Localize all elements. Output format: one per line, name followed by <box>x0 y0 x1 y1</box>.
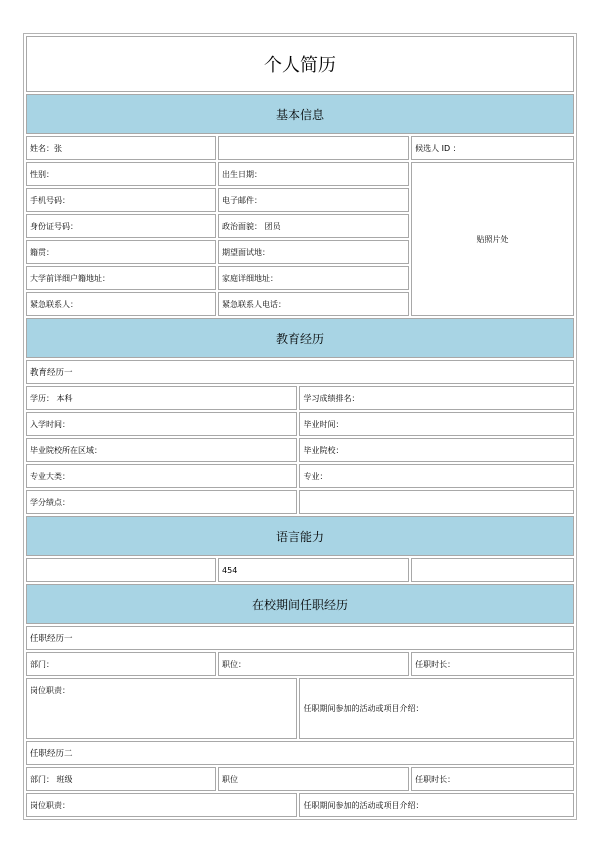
section-education-header: 教育经历 <box>26 318 574 358</box>
major-field[interactable]: 专业： <box>299 464 574 488</box>
home-address-field[interactable]: 家庭详细地址： <box>218 266 409 290</box>
graduate-date-field[interactable]: 毕业时间： <box>299 412 574 436</box>
position-one-duration-field[interactable]: 任职时长： <box>411 652 574 676</box>
language-field-1[interactable] <box>26 558 216 582</box>
gpa-extra-field[interactable] <box>299 490 574 514</box>
section-positions-header: 在校期间任职经历 <box>26 584 574 624</box>
candidate-id-field[interactable]: 候选人 ID ： <box>411 136 574 160</box>
position-two-dept-field[interactable]: 部门： 班级 <box>26 767 216 791</box>
section-basic-header: 基本信息 <box>26 94 574 134</box>
gender-field[interactable]: 性别： <box>26 162 216 186</box>
resume-sheet <box>23 33 577 820</box>
email-field[interactable]: 电子邮件： <box>218 188 409 212</box>
school-region-field[interactable]: 毕业院校所在区域： <box>26 438 297 462</box>
section-language-header: 语言能力 <box>26 516 574 556</box>
position-two-activities-field[interactable]: 任职期间参加的活动或项目介绍： <box>299 793 574 817</box>
position-one-role-field[interactable]: 职位： <box>218 652 409 676</box>
resume-table <box>23 33 577 820</box>
school-field[interactable]: 毕业院校： <box>299 438 574 462</box>
major-category-field[interactable]: 专业大类： <box>26 464 297 488</box>
emergency-phone-field[interactable]: 紧急联系人电话： <box>218 292 409 316</box>
photo-placeholder[interactable]: 贴照片处 <box>411 162 574 316</box>
gpa-field[interactable]: 学分绩点： <box>26 490 297 514</box>
origin-field[interactable]: 籍贯： <box>26 240 216 264</box>
language-field-3[interactable] <box>411 558 574 582</box>
emergency-contact-field[interactable]: 紧急联系人： <box>26 292 216 316</box>
position-one-dept-field[interactable]: 部门： <box>26 652 216 676</box>
name-field[interactable]: 姓名：张 <box>26 136 216 160</box>
id-number-field[interactable]: 身份证号码： <box>26 214 216 238</box>
name-value-field[interactable] <box>218 136 409 160</box>
rank-field[interactable]: 学习成绩排名： <box>299 386 574 410</box>
position-two-role-field[interactable]: 职位 <box>218 767 409 791</box>
page-title: 个人简历 <box>26 36 574 92</box>
position-one-duty-field[interactable]: 岗位职责： <box>26 678 297 739</box>
politics-field[interactable]: 政治面貌： 团员 <box>218 214 409 238</box>
language-score-field[interactable]: 454 <box>218 558 409 582</box>
position-two-duty-field[interactable]: 岗位职责： <box>26 793 297 817</box>
education-sub-header: 教育经历一 <box>26 360 574 384</box>
birth-date-field[interactable]: 出生日期： <box>218 162 409 186</box>
interview-place-field[interactable]: 期望面试地： <box>218 240 409 264</box>
position-two-sub-header: 任职经历二 <box>26 741 574 765</box>
phone-field[interactable]: 手机号码： <box>26 188 216 212</box>
position-one-activities-field[interactable]: 任职期间参加的活动或项目介绍： <box>299 678 574 739</box>
hukou-address-field[interactable]: 大学前详细户籍地址： <box>26 266 216 290</box>
degree-field[interactable]: 学历： 本科 <box>26 386 297 410</box>
enroll-date-field[interactable]: 入学时间： <box>26 412 297 436</box>
position-one-sub-header: 任职经历一 <box>26 626 574 650</box>
position-two-duration-field[interactable]: 任职时长： <box>411 767 574 791</box>
